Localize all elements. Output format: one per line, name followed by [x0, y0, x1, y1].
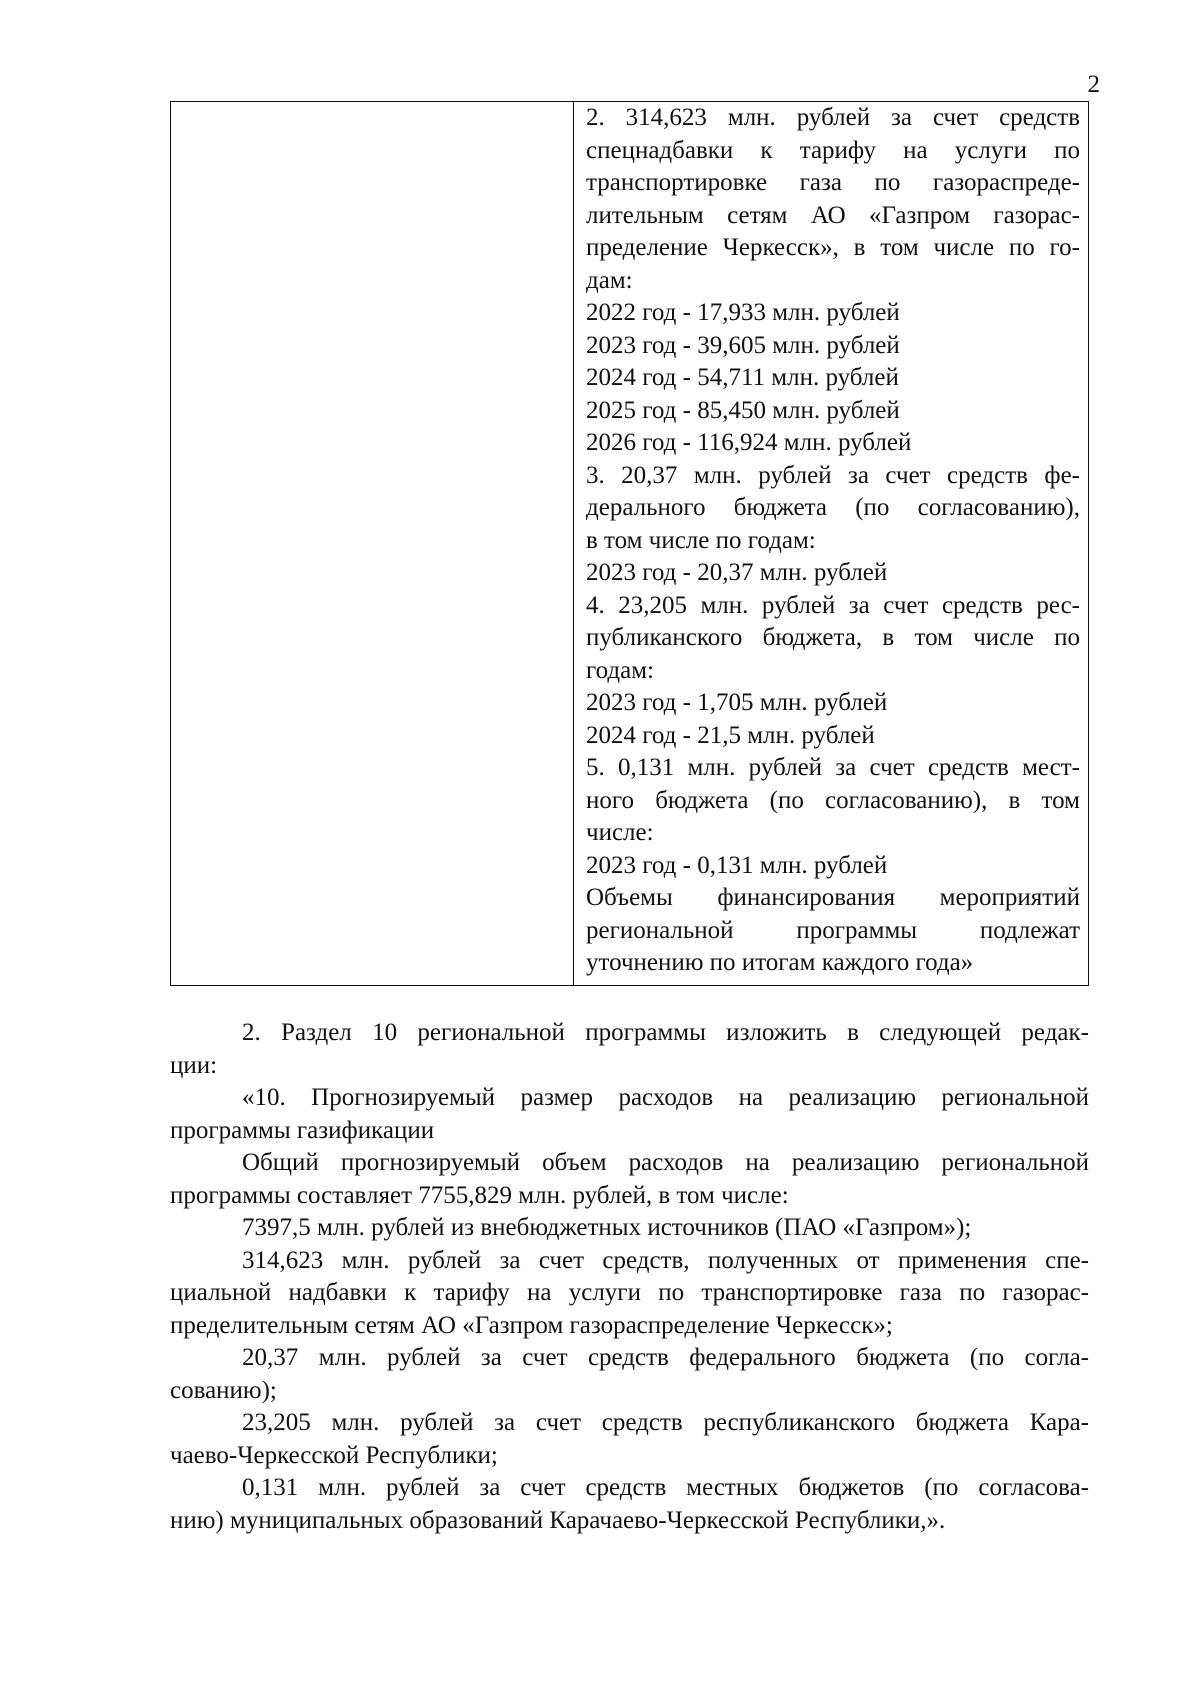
table-line: спецнадбавки к тарифу на услуги по	[586, 136, 1080, 164]
financing-table	[170, 101, 1089, 986]
table-line: 2025 год - 85,450 млн. рублей	[586, 396, 900, 424]
body-line: пределительным сетям АО «Газпром газораспределение Черкесск»;	[170, 1311, 893, 1339]
page-number: 2	[1087, 71, 1100, 98]
table-line: 5. 0,131 млн. рублей за счет средств мест-	[586, 754, 1080, 781]
table-line: 2023 год - 20,37 млн. рублей	[586, 559, 888, 586]
table-line: дам:	[586, 266, 633, 294]
table-line: 2. 314,623 млн. рублей за счет средств	[586, 104, 1080, 131]
table-line: 2023 год - 0,131 млн. рублей	[586, 851, 888, 879]
body-line: ции:	[170, 1051, 218, 1079]
body-line: Общий прогнозируемый объем расходов на реализацию региональной	[242, 1149, 1089, 1176]
body-line: 7397,5 млн. рублей из внебюджетных источников (ПАО «Газпром»);	[242, 1214, 972, 1241]
table-line: в том числе по годам:	[586, 526, 816, 554]
table-line: региональной программы подлежат	[586, 916, 1080, 944]
table-line: числе:	[586, 819, 654, 846]
table-line: транспортировке газа по газораспреде-	[586, 169, 1080, 196]
table-line: Объемы финансирования мероприятий	[586, 884, 1080, 911]
table-line: 2024 год - 21,5 млн. рублей	[586, 721, 875, 749]
body-line: нию) муниципальных образований Карачаево-Черкесской Республики,».	[170, 1506, 946, 1534]
table-line: дерального бюджета (по согласованию),	[586, 494, 1080, 521]
body-line: программы газификации	[170, 1116, 435, 1144]
table-line: 2023 год - 1,705 млн. рублей	[586, 689, 888, 716]
table-line: годам:	[586, 656, 654, 684]
body-line: 23,205 млн. рублей за счет средств республиканского бюджета Кара-	[242, 1409, 1089, 1436]
body-line: 314,623 млн. рублей за счет средств, полученных от применения спе-	[242, 1246, 1089, 1274]
table-line: уточнению по итогам каждого года»	[586, 949, 974, 976]
table-line: 2024 год - 54,711 млн. рублей	[586, 364, 899, 391]
table-line: пределение Черкесск», в том числе по го-	[586, 234, 1080, 261]
table-right-cell	[574, 102, 1088, 985]
body-line: 20,37 млн. рублей за счет средств федерального бюджета (по согла-	[242, 1344, 1089, 1371]
table-line: 2022 год - 17,933 млн. рублей	[586, 299, 900, 326]
body-line: «10. Прогнозируемый размер расходов на реализацию региональной	[242, 1084, 1089, 1111]
section-10-text	[170, 1017, 1089, 1537]
table-line: 2026 год - 116,924 млн. рублей	[586, 429, 912, 456]
table-line: лительным сетям АО «Газпром газорас-	[586, 201, 1080, 229]
body-line: сованию);	[170, 1376, 277, 1404]
body-line: 2. Раздел 10 региональной программы изложить в следующей редак-	[242, 1019, 1089, 1046]
table-line: 4. 23,205 млн. рублей за счет средств рес-	[586, 591, 1080, 619]
table-line: 2023 год - 39,605 млн. рублей	[586, 331, 900, 359]
body-line: циальной надбавки к тарифу на услуги по транспортировке газа по газорас-	[170, 1279, 1089, 1306]
body-line: программы составляет 7755,829 млн. рублей, в том числе:	[170, 1181, 789, 1209]
table-line: ного бюджета (по согласованию), в том	[586, 786, 1080, 814]
body-line: 0,131 млн. рублей за счет средств местных бюджетов (по согласова-	[242, 1474, 1089, 1501]
table-line: 3. 20,37 млн. рублей за счет средств фе-	[586, 461, 1080, 489]
table-line: публиканского бюджета, в том числе по	[586, 624, 1080, 651]
body-line: чаево-Черкесской Республики;	[170, 1441, 498, 1469]
table-left-cell	[171, 102, 574, 985]
